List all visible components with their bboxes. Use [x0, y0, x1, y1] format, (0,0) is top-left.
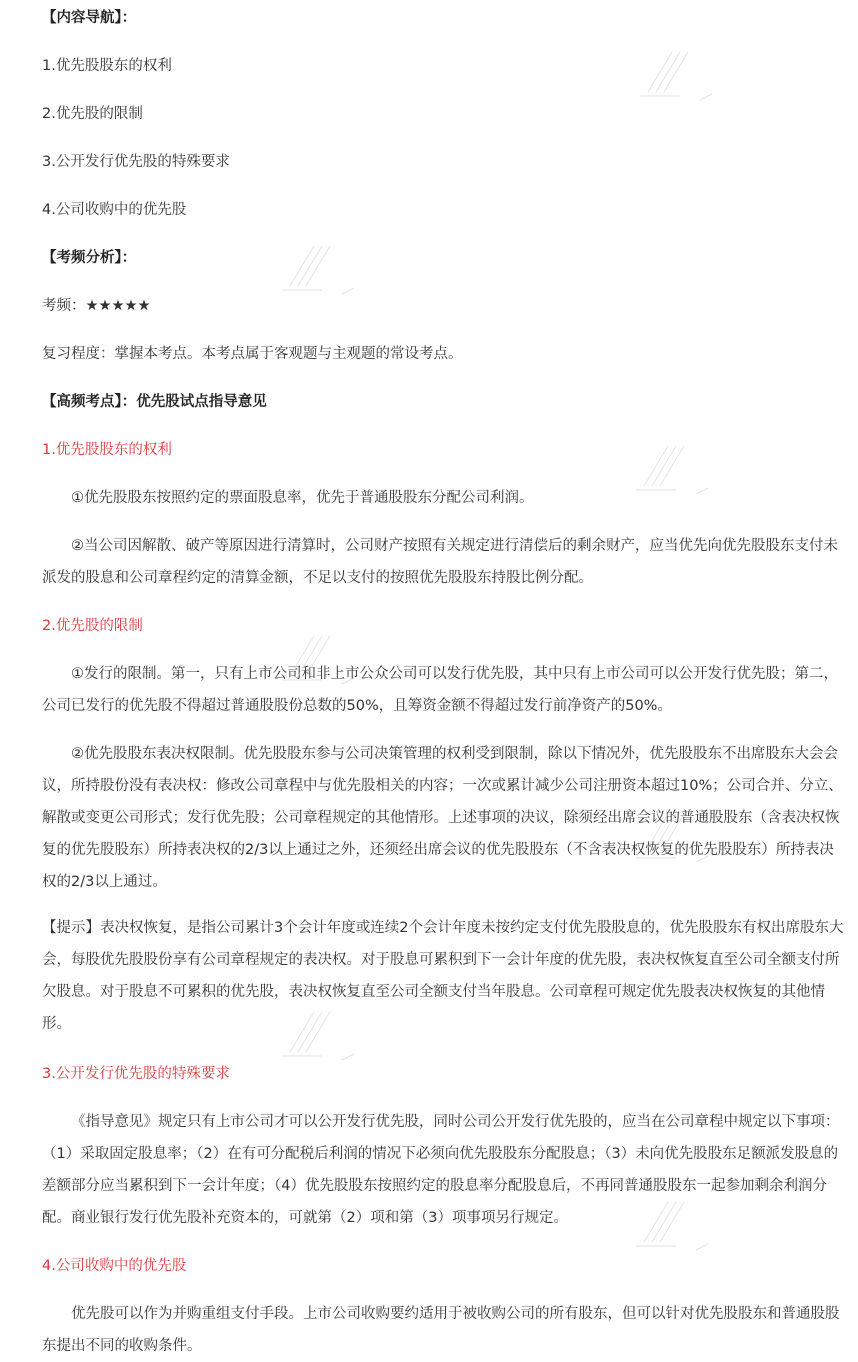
nav-item-4: 4.公司收购中的优先股 [42, 202, 187, 218]
section-2-paragraph-1: ①发行的限制。第一，只有上市公司和非上市公众公司可以发行优先股，其中只有上市公司可以公开发行优先股；第二，公司已发行的优先股不得超过普通股股份总数的50%，且筹资金额不得超过发行前净资产的50%。 [42, 666, 838, 714]
nav-item-1: 1.优先股股东的权利 [42, 58, 172, 74]
review-text: 复习程度：掌握本考点。本考点属于客观题与主观题的常设考点。 [42, 346, 463, 362]
section-title-3: 3.公开发行优先股的特殊要求 [42, 1066, 230, 1082]
nav-heading: 【内容导航】： [42, 10, 137, 26]
section-1-paragraph-1: ①优先股股东按照约定的票面股息率，优先于普通股股东分配公司利润。 [71, 490, 534, 506]
topic-heading: 【高频考点】：优先股试点指导意见 [42, 394, 267, 410]
analysis-heading: 【考频分析】： [42, 250, 137, 266]
nav-item-2: 2.优先股的限制 [42, 106, 143, 122]
tip-paragraph: 【提示】表决权恢复，是指公司累计3个会计年度或连续2个会计年度未按约定支付优先股股息的，优先股股东有权出席股东大会，每股优先股股份享有公司章程规定的表决权。对于股息可累积到下一会计年度的优先股，表决权恢复直至公司全额支付所欠股息。对于股息不可累积的优先股，表决权恢复直至公司全额支付当年股息。公司章程可规定优先股表决权恢复的其他情形。 [42, 920, 844, 1032]
section-4-paragraph-1: 优先股可以作为并购重组支付手段。上市公司收购要约适用于被收购公司的所有股东，但可以针对优先股股东和普通股股东提出不同的收购条件。 [42, 1306, 840, 1354]
section-title-2: 2.优先股的限制 [42, 618, 143, 634]
section-1-paragraph-2: ②当公司因解散、破产等原因进行清算时，公司财产按照有关规定进行清偿后的剩余财产，应当优先向优先股股东支付未派发的股息和公司章程约定的清算金额，不足以支付的按照优先股股东持股比例分配。 [42, 538, 838, 586]
section-title-4: 4.公司收购中的优先股 [42, 1258, 187, 1274]
section-3-paragraph-1: 《指导意见》规定只有上市公司才可以公开发行优先股，同时公司公开发行优先股的，应当在公司章程中规定以下事项：（1）采取固定股息率；（2）在有可分配税后利润的情况下必须向优先股股东分配股息；（3）未向优先股股东足额派发股息的差额部分应当累积到下一会计年度；（4）优先股股东按照约定的股息率分配股息后，不再同普通股股东一起参加剩余利润分配。商业银行发行优先股补充资本的，可就第（2）项和第（3）项事项另行规定。 [42, 1114, 840, 1226]
frequency-text: 考频：★★★★★ [42, 298, 151, 314]
section-title-1: 1.优先股股东的权利 [42, 442, 172, 458]
nav-item-3: 3.公开发行优先股的特殊要求 [42, 154, 230, 170]
section-2-paragraph-2: ②优先股股东表决权限制。优先股股东参与公司决策管理的权利受到限制，除以下情况外，优先股股东不出席股东大会会议，所持股份没有表决权：修改公司章程中与优先股相关的内容；一次或累计减少公司注册资本超过10%；公司合并、分立、解散或变更公司形式；发行优先股；公司章程规定的其他情形。上述事项的决议，除须经出席会议的普通股股东（含表决权恢复的优先股股东）所持表决权的2/3以上通过之外，还须经出席会议的优先股股东（不含表决权恢复的优先股股东）所持表决权的2/3以上通过。 [42, 746, 843, 890]
